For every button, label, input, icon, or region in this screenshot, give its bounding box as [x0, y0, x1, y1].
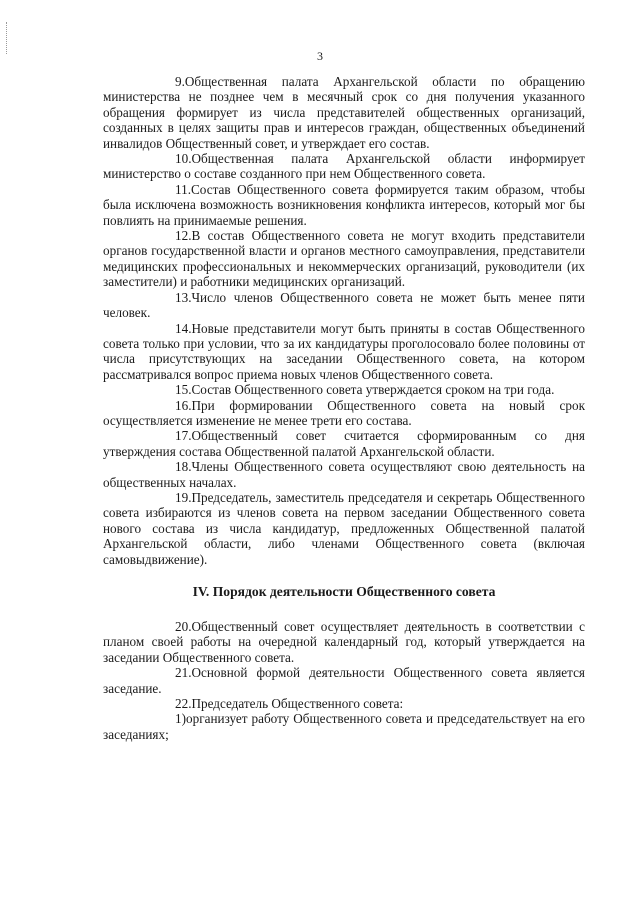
document-body [103, 74, 585, 742]
paragraph-text: Состав Общественного совета утверждается сроком на три года. [191, 382, 555, 398]
paragraph-item [103, 619, 585, 665]
paragraph-text: Председатель Общественного совета: [191, 696, 404, 712]
paragraphs-after-section [103, 619, 585, 742]
paragraph-item [103, 182, 585, 228]
section-heading: IV. Порядок деятельности Общественного совета [192, 584, 496, 599]
paragraph-item [103, 151, 585, 182]
paragraph-item [103, 228, 585, 290]
paragraph-text: Члены Общественного совета осуществляют свою деятельность на общественных началах. [103, 459, 585, 490]
paragraph-item [103, 321, 585, 383]
paragraph-number: 21. [175, 665, 192, 681]
paragraph-item [103, 398, 585, 429]
paragraph-number: 10. [175, 151, 192, 167]
paragraph-text: Общественная палата Архангельской области информирует министерство о составе созданного при нем Общественного совета. [103, 151, 585, 182]
paragraph-text: Состав Общественного совета формируется таким образом, чтобы была исключена возможность возникновения конфликта интересов, который мог бы повлиять на принимаемые решения. [103, 181, 585, 228]
paragraph-number: 15. [175, 382, 192, 398]
paragraph-number: 13. [175, 289, 192, 305]
paragraph-text: Основной формой деятельности Общественного совета является заседание. [103, 665, 585, 696]
paragraph-text: Общественный совет считается сформированным со дня утверждения состава Общественной палатой Архангельской области. [103, 428, 585, 459]
page-number: 3 [317, 49, 323, 63]
paragraph-item [103, 490, 585, 567]
paragraph-number: 9. [175, 74, 185, 89]
paragraph-text: В состав Общественного совета не могут входить представители органов государственной власти и органов местного самоуправления, представители медицинских профессиональных и некоммерческих организаций, руководители (их заместители) и работники медицинских организаций. [103, 228, 585, 290]
paragraphs-before-section [103, 74, 585, 567]
paragraph-text: Новые представители могут быть приняты в состав Общественного совета только при условии, что за их кандидатуры проголосовало более половины от числа присутствующих на заседании Общественного совета, на котором рассматривался вопрос приема новых членов Общественного совета. [103, 320, 585, 382]
paragraph-item [103, 665, 585, 696]
paragraph-text: Общественный совет осуществляет деятельность в соответствии с планом своей работы на очередной календарный год, который утверждается на заседании Общественного совета. [103, 619, 585, 665]
paragraph-text: организует работу Общественного совета и председательствует на его заседаниях; [103, 711, 585, 742]
paragraph-number: 19. [175, 489, 192, 505]
paragraph-item [103, 74, 585, 151]
paragraph-item [103, 711, 585, 742]
paragraph-number: 17. [175, 428, 192, 444]
paragraph-item [103, 459, 585, 490]
paragraph-item [103, 428, 585, 459]
paragraph-number: 14. [175, 320, 192, 336]
paragraph-text: При формировании Общественного совета на новый срок осуществляется изменение не менее трети его состава. [103, 397, 585, 428]
paragraph-number: 22. [175, 696, 192, 712]
paragraph-text: Число членов Общественного совета не может быть менее пяти человек. [103, 289, 585, 321]
paragraph-item [103, 696, 585, 711]
paragraph-number: 11. [175, 181, 191, 197]
paragraph-number: 12. [175, 228, 192, 244]
paragraph-number: 18. [175, 459, 192, 475]
paragraph-item [103, 382, 585, 397]
paragraph-item [103, 290, 585, 321]
paragraph-number: 16. [175, 397, 192, 413]
paragraph-number: 1) [175, 711, 186, 727]
paragraph-text: Председатель, заместитель председателя и секретарь Общественного совета избираются из членов совета на первом заседании Общественного совета нового состава из числа кандидатур, предложенных Общественной палатой Архангельской области, либо членами Общественного совета (включая самовыдвижение). [103, 489, 585, 567]
paragraph-number: 20. [175, 619, 192, 634]
paragraph-text: Общественная палата Архангельской области по обращению министерства не позднее чем в месячный срок со дня получения указанного обращения формирует из числа представителей общественных организаций, созданных в целях защиты прав и интересов граждан, общественных объединений инвалидов Общественный совет, и утверждает его состав. [103, 74, 585, 151]
